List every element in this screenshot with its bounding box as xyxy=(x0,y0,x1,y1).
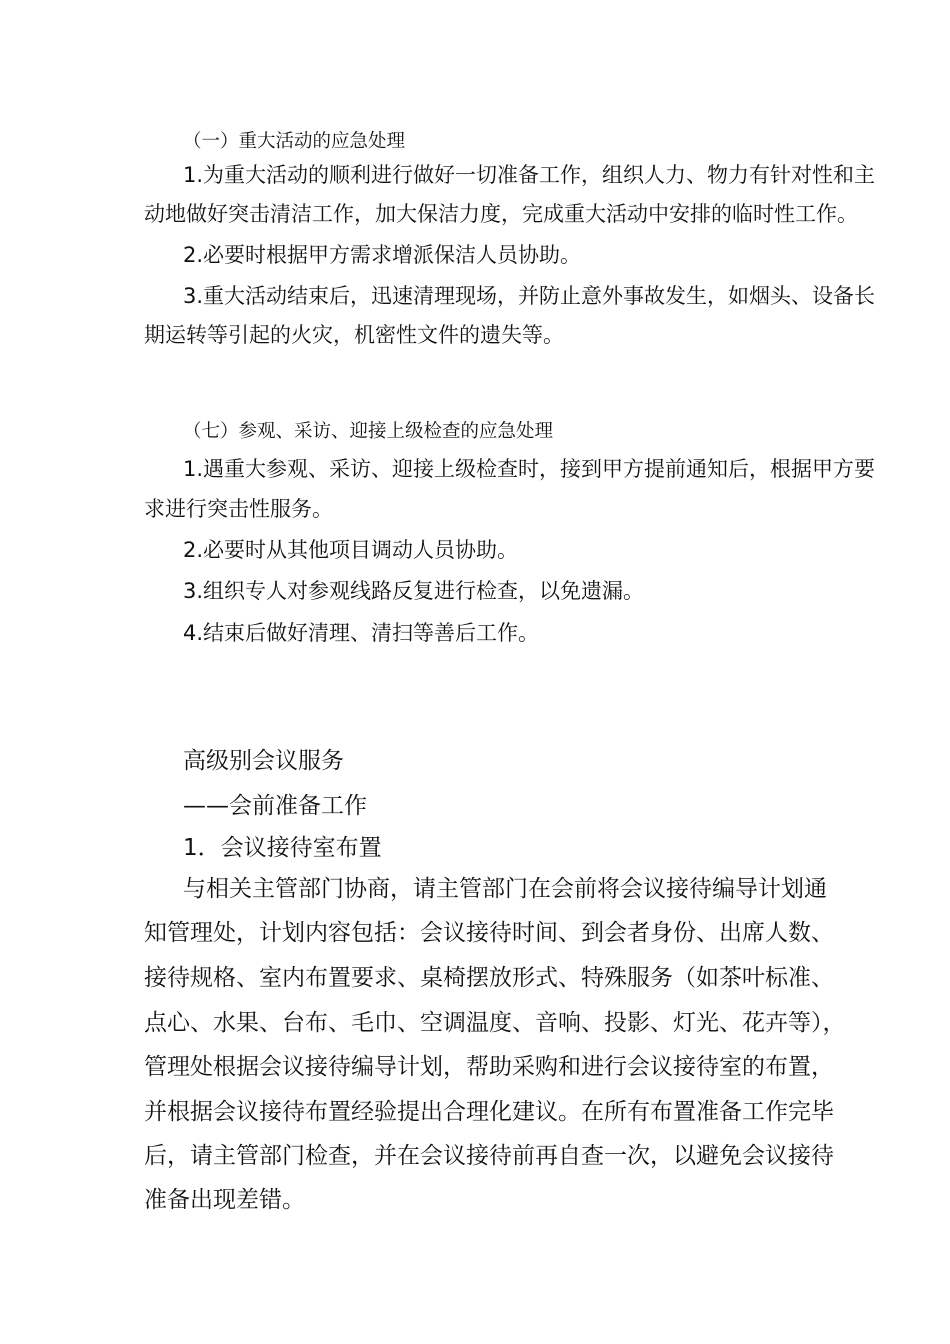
paragraph-line: 并根据会议接待布置经验提出合理化建议。在所有布置准备工作完毕 xyxy=(144,1099,834,1125)
paragraph-line: 期运转等引起的火灾，机密性文件的遗失等。 xyxy=(144,323,564,347)
section-heading: （七）参观、采访、迎接上级检查的应急处理 xyxy=(183,421,554,442)
paragraph-line: 3.组织专人对参观线路反复进行检查，以免遗漏。 xyxy=(183,579,645,603)
section-heading: （一）重大活动的应急处理 xyxy=(183,131,406,152)
paragraph-line: 1.为重大活动的顺利进行做好一切准备工作，组织人力、物力有针对性和主 xyxy=(183,163,876,187)
paragraph-line: 与相关主管部门协商，请主管部门在会前将会议接待编导计划通 xyxy=(183,876,827,902)
section-title: 高级别会议服务 xyxy=(183,748,344,774)
paragraph-line: 4.结束后做好清理、清扫等善后工作。 xyxy=(183,621,540,645)
section-subtitle: ——会前准备工作 xyxy=(183,793,367,819)
paragraph-line: 接待规格、室内布置要求、桌椅摆放形式、特殊服务（如茶叶标准、 xyxy=(144,965,834,991)
paragraph-line: 准备出现差错。 xyxy=(144,1187,305,1213)
paragraph-line: 动地做好突击清洁工作，加大保洁力度，完成重大活动中安排的临时性工作。 xyxy=(144,202,858,226)
paragraph-line: 3.重大活动结束后，迅速清理现场，并防止意外事故发生，如烟头、设备长 xyxy=(183,284,876,308)
paragraph-line: 2.必要时根据甲方需求增派保洁人员协助。 xyxy=(183,243,582,267)
paragraph-line: 求进行突击性服务。 xyxy=(144,497,333,521)
item-heading: 1．会议接待室布置 xyxy=(183,835,382,861)
paragraph-line: 2.必要时从其他项目调动人员协助。 xyxy=(183,538,519,562)
paragraph-line: 知管理处，计划内容包括：会议接待时间、到会者身份、出席人数、 xyxy=(144,920,834,946)
paragraph-line: 后，请主管部门检查，并在会议接待前再自查一次，以避免会议接待 xyxy=(144,1143,834,1169)
paragraph-line: 点心、水果、台布、毛巾、空调温度、音响、投影、灯光、花卉等）， xyxy=(144,1010,846,1036)
paragraph-line: 1.遇重大参观、采访、迎接上级检查时，接到甲方提前通知后，根据甲方要 xyxy=(183,457,876,481)
paragraph-line: 管理处根据会议接待编导计划，帮助采购和进行会议接待室的布置， xyxy=(144,1054,834,1080)
